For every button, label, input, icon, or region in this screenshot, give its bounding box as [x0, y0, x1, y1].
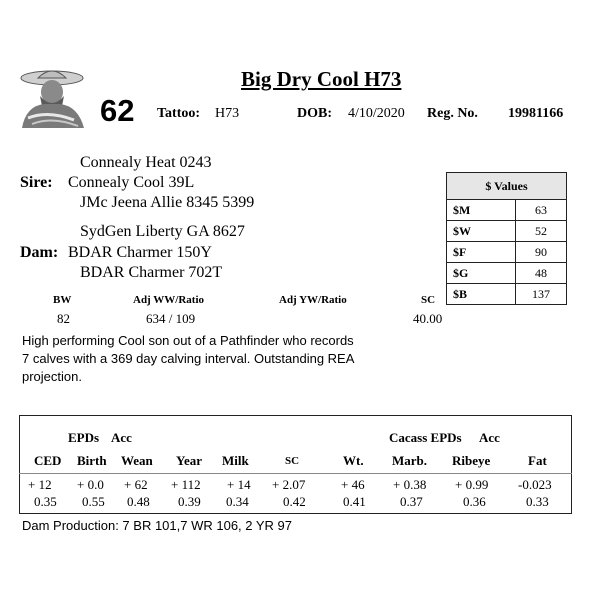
- epd-accuracy: 0.55: [82, 494, 105, 509]
- dam-label: Dam:: [20, 244, 59, 261]
- epd-value: + 0.99: [455, 477, 489, 492]
- carcass-acc-header: Acc: [479, 430, 500, 445]
- epd-accuracy: 0.41: [343, 494, 366, 509]
- sire-dam: JMc Jeena Allie 8345 5399: [80, 194, 255, 211]
- epd-col-header: CED: [34, 453, 62, 468]
- sire-name: Connealy Cool 39L: [68, 174, 195, 191]
- epd-value: + 46: [341, 477, 365, 492]
- epd-acc-header: Acc: [111, 430, 132, 445]
- value-label: $W: [447, 221, 516, 242]
- epd-col-header: Fat: [528, 453, 547, 468]
- ww-label: Adj WW/Ratio: [133, 294, 204, 306]
- epd-accuracy: 0.48: [127, 494, 150, 509]
- table-row: [447, 263, 567, 284]
- yw-label: Adj YW/Ratio: [279, 294, 347, 306]
- bw-label: BW: [53, 294, 72, 306]
- value-number: 48: [516, 263, 567, 284]
- epd-value: + 2.07: [272, 477, 306, 492]
- epd-col-header: Birth: [77, 453, 107, 468]
- sire-sire: Connealy Heat 0243: [80, 154, 212, 171]
- value-number: 52: [516, 221, 567, 242]
- epd-value: -0.023: [518, 477, 552, 492]
- lot-number: 62: [100, 93, 135, 128]
- tattoo-label: Tattoo:: [157, 106, 201, 121]
- epd-col-header: Ribeye: [452, 453, 491, 468]
- epd-accuracy: 0.42: [283, 494, 306, 509]
- carcass-epd-header: Cacass EPDs: [389, 430, 462, 445]
- epd-value: + 0.0: [77, 477, 104, 492]
- reg-value: 19981166: [508, 106, 564, 121]
- bw-value: 82: [57, 311, 70, 326]
- reg-label: Reg. No.: [427, 106, 478, 121]
- sc-value: 40.00: [413, 311, 443, 326]
- value-label: $F: [447, 242, 516, 263]
- epd-col-header: Marb.: [392, 453, 428, 468]
- animal-comment: High performing Cool son out of a Pathfinder who records 7 calves with a 369 day calving interval. Outstanding REA projection.: [22, 333, 354, 384]
- epd-divider: [19, 473, 572, 474]
- epd-col-header: Wean: [121, 453, 153, 468]
- epd-value: + 62: [124, 477, 148, 492]
- dam-production: Dam Production: 7 BR 101,7 WR 106, 2 YR 97: [22, 518, 293, 533]
- value-label: $M: [447, 200, 516, 221]
- value-label: $B: [447, 284, 516, 305]
- value-number: 63: [516, 200, 567, 221]
- epd-accuracy: 0.36: [463, 494, 486, 509]
- dam-dam: BDAR Charmer 702T: [80, 264, 223, 281]
- table-row: [447, 242, 567, 263]
- breeder-logo-cowboy: [18, 66, 88, 128]
- sire-label: Sire:: [20, 174, 53, 191]
- value-number: 90: [516, 242, 567, 263]
- epd-value: + 0.38: [393, 477, 427, 492]
- table-row: [447, 284, 567, 305]
- epd-accuracy: 0.33: [526, 494, 549, 509]
- epd-accuracy: 0.39: [178, 494, 201, 509]
- sc-label: SC: [421, 294, 436, 306]
- epd-value: + 112: [171, 477, 201, 492]
- table-row: [447, 200, 567, 221]
- epd-col-header: Milk: [222, 453, 249, 468]
- epd-value: + 12: [28, 477, 52, 492]
- table-row: [447, 221, 567, 242]
- dam-name: BDAR Charmer 150Y: [68, 244, 212, 261]
- dollar-values-table: [446, 172, 567, 305]
- ww-value: 634 / 109: [146, 311, 196, 326]
- epd-col-header: Wt.: [343, 453, 364, 468]
- epd-accuracy: 0.35: [34, 494, 57, 509]
- value-number: 137: [516, 284, 567, 305]
- tattoo-value: H73: [215, 106, 240, 121]
- animal-title: Big Dry Cool H73: [241, 67, 402, 91]
- epd-value: + 14: [227, 477, 251, 492]
- epd-accuracy: 0.37: [400, 494, 423, 509]
- epd-header: EPDs: [68, 430, 100, 445]
- value-label: $G: [447, 263, 516, 284]
- epd-col-header: Year: [176, 453, 202, 468]
- epd-col-header: SC: [285, 455, 300, 467]
- epd-accuracy: 0.34: [226, 494, 249, 509]
- dob-label: DOB:: [297, 106, 332, 121]
- values-header: $ Values: [447, 173, 567, 200]
- dob-value: 4/10/2020: [348, 106, 405, 121]
- dam-sire: SydGen Liberty GA 8627: [80, 223, 245, 240]
